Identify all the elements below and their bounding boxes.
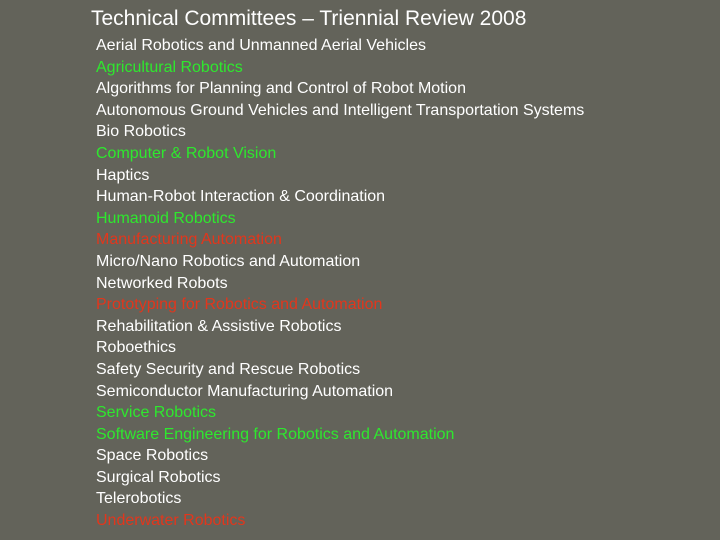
committee-item: Computer & Robot Vision xyxy=(96,144,277,162)
committee-item: Micro/Nano Robotics and Automation xyxy=(96,252,361,270)
committee-list xyxy=(96,35,584,532)
committee-item: Human-Robot Interaction & Coordination xyxy=(96,188,386,206)
committee-item: Prototyping for Robotics and Automation xyxy=(96,296,383,314)
committee-item: Space Robotics xyxy=(96,447,209,465)
committee-item: Algorithms for Planning and Control of Robot Motion xyxy=(96,80,466,98)
committee-item: Semiconductor Manufacturing Automation xyxy=(96,382,394,400)
committee-item: Humanoid Robotics xyxy=(96,209,236,227)
committee-item: Aerial Robotics and Unmanned Aerial Vehicles xyxy=(96,37,426,54)
committee-item: Underwater Robotics xyxy=(96,512,246,530)
committee-item: Networked Robots xyxy=(96,274,228,292)
committee-item: Manufacturing Automation xyxy=(96,231,282,249)
committee-item: Roboethics xyxy=(96,339,177,357)
committee-item: Safety Security and Rescue Robotics xyxy=(96,360,361,378)
committee-item: Surgical Robotics xyxy=(96,468,221,486)
committee-item: Rehabilitation & Assistive Robotics xyxy=(96,317,342,335)
committee-item: Telerobotics xyxy=(96,490,182,508)
committee-item: Bio Robotics xyxy=(96,123,186,141)
committee-item: Autonomous Ground Vehicles and Intelligent Transportation Systems xyxy=(96,101,585,119)
slide-title: Technical Committees – Triennial Review 2008 xyxy=(91,7,527,30)
committee-item: Service Robotics xyxy=(96,404,217,422)
committee-item: Agricultural Robotics xyxy=(96,58,243,76)
committee-item: Haptics xyxy=(96,166,150,184)
committee-item: Software Engineering for Robotics and Automation xyxy=(96,425,455,443)
